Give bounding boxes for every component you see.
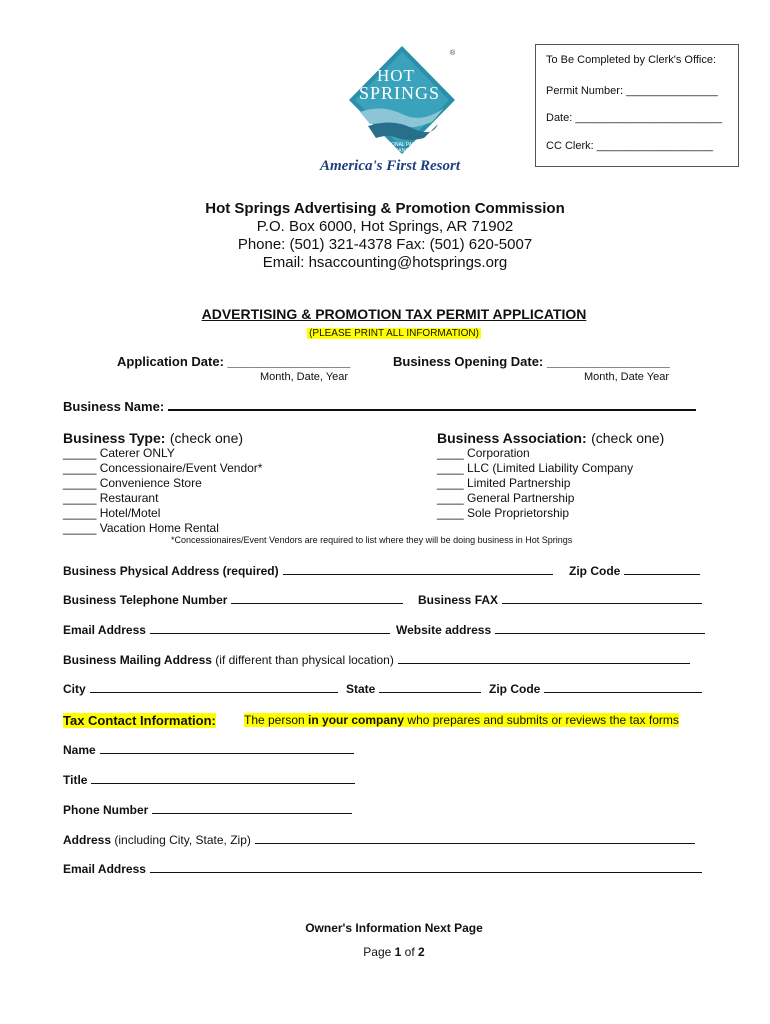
zip-code-input[interactable]	[624, 573, 700, 575]
business-type-option[interactable]: _____ Convenience Store	[63, 476, 202, 490]
city-zip-input[interactable]	[544, 691, 702, 693]
tax-name-label: Name	[63, 743, 96, 757]
org-email: Email: hsaccounting@hotsprings.org	[262, 254, 508, 271]
business-name-label: Business Name:	[63, 399, 165, 414]
logo-arkansas: ARKANSAS	[388, 148, 416, 154]
form-title: ADVERTISING & PROMOTION TAX PERMIT APPLICATION	[201, 306, 587, 322]
application-date-field[interactable]: Application Date: _________________	[117, 354, 351, 369]
tax-contact-heading	[63, 712, 216, 730]
business-association-option[interactable]: ____ General Partnership	[437, 491, 575, 505]
application-date-hint: Month, Date, Year	[260, 371, 349, 383]
hot-springs-logo	[312, 42, 482, 182]
form-subtitle-wrap	[0, 323, 770, 341]
physical-address-label: Business Physical Address (required)	[63, 564, 279, 578]
state-label: State	[346, 682, 376, 696]
tax-phone-row	[63, 803, 352, 817]
tax-email-label: Email Address	[63, 862, 146, 876]
email-address-row	[63, 623, 390, 637]
email-address-label: Email Address	[63, 623, 146, 637]
fax-input[interactable]	[502, 602, 702, 604]
permit-number-field[interactable]: Permit Number: _______________	[546, 85, 718, 97]
email-address-input[interactable]	[150, 632, 390, 634]
tax-address-label: Address	[63, 833, 112, 847]
physical-address-input[interactable]	[283, 573, 553, 575]
tax-phone-input[interactable]	[152, 812, 352, 814]
website-label: Website address	[396, 623, 492, 637]
website-input[interactable]	[495, 632, 705, 634]
org-address: P.O. Box 6000, Hot Springs, AR 71902	[256, 218, 514, 235]
state-input[interactable]	[379, 691, 481, 693]
tax-email-input[interactable]	[150, 871, 702, 873]
next-page-note: Owner's Information Next Page	[305, 921, 483, 935]
fax-label: Business FAX	[418, 593, 499, 607]
business-type-option[interactable]: _____ Caterer ONLY	[63, 446, 175, 460]
fax-row	[418, 593, 702, 607]
mailing-address-label: Business Mailing Address	[63, 653, 212, 667]
tax-name-input[interactable]	[100, 752, 354, 754]
page-total: 2	[418, 945, 425, 959]
business-association-option[interactable]: ____ LLC (Limited Liability Company	[437, 461, 634, 475]
business-name-input[interactable]	[168, 408, 696, 411]
tax-phone-label: Phone Number	[63, 803, 149, 817]
opening-date-field[interactable]: Business Opening Date: _________________	[393, 354, 670, 369]
clerk-office-box	[535, 44, 739, 167]
org-name: Hot Springs Advertising & Promotion Commission	[205, 200, 565, 217]
tax-contact-description	[244, 713, 679, 727]
business-association-option[interactable]: ____ Limited Partnership	[437, 476, 571, 490]
city-input[interactable]	[90, 691, 338, 693]
tax-email-row	[63, 862, 702, 876]
tax-title-row	[63, 773, 355, 787]
cc-clerk-field[interactable]: CC Clerk: ___________________	[546, 140, 713, 152]
org-phone: Phone: (501) 321-4378 Fax: (501) 620-5007	[237, 236, 533, 253]
city-row	[63, 682, 338, 696]
business-type-note: (check one)	[169, 430, 244, 446]
telephone-input[interactable]	[231, 602, 403, 604]
business-association-note: (check one)	[591, 430, 665, 446]
tax-address-note: (including City, State, Zip)	[114, 833, 251, 847]
concessionaire-note: *Concessionaires/Event Vendors are required to list where they will be doing business in Hot Springs	[171, 535, 573, 545]
business-type-option[interactable]: _____ Hotel/Motel	[63, 506, 161, 520]
registered-mark: ®	[450, 50, 456, 57]
mailing-address-note: (if different than physical location)	[215, 653, 394, 667]
business-type-option[interactable]: _____ Concessionaire/Event Vendor*	[63, 461, 263, 475]
mailing-address-input[interactable]	[398, 662, 690, 664]
business-type-label: Business Type:	[63, 430, 166, 446]
page-indicator	[0, 945, 770, 959]
business-type-option[interactable]: _____ Restaurant	[63, 491, 159, 505]
mailing-address-row	[63, 653, 690, 667]
form-subtitle: (PLEASE PRINT ALL INFORMATION)	[309, 328, 479, 339]
tax-title-label: Title	[63, 773, 88, 787]
telephone-row	[63, 593, 403, 607]
logo-national-park: NATIONAL PARK	[380, 142, 420, 148]
page-of: of	[401, 945, 419, 959]
city-zip-row	[489, 682, 702, 696]
business-association-option[interactable]: ____ Sole Proprietorship	[437, 506, 570, 520]
tax-desc-part2: in your company	[308, 713, 405, 727]
logo-tagline: America's First Resort	[320, 158, 461, 174]
business-type-option[interactable]: _____ Vacation Home Rental	[63, 521, 219, 535]
logo-springs: SPRINGS	[359, 83, 441, 103]
business-association-label: Business Association:	[437, 430, 587, 446]
tax-address-row	[63, 833, 695, 847]
clerk-date-field[interactable]: Date: ________________________	[546, 112, 723, 124]
city-zip-label: Zip Code	[489, 682, 541, 696]
business-name-row	[63, 398, 696, 416]
website-row	[396, 623, 705, 637]
page-word: Page	[363, 945, 395, 959]
city-label: City	[63, 682, 86, 696]
tax-desc-part3: who prepares and submits or reviews the tax forms	[404, 713, 679, 727]
page-current: 1	[394, 945, 402, 959]
state-row	[346, 682, 481, 696]
tax-name-row	[63, 743, 354, 757]
zip-code-label: Zip Code	[569, 564, 621, 578]
clerk-heading: To Be Completed by Clerk's Office:	[546, 54, 717, 66]
zip-code-row	[569, 564, 700, 578]
telephone-label: Business Telephone Number	[63, 593, 228, 607]
business-type-list	[63, 446, 262, 536]
tax-address-input[interactable]	[255, 842, 695, 844]
physical-address-row	[63, 564, 553, 578]
logo-hot: HOT	[377, 66, 415, 85]
business-association-list	[437, 446, 633, 521]
tax-title-input[interactable]	[91, 782, 355, 784]
tax-contact-label: Tax Contact Information:	[63, 713, 216, 728]
tax-desc-part1: The person	[244, 713, 309, 727]
business-association-option[interactable]: ____ Corporation	[437, 446, 530, 460]
opening-date-hint: Month, Date Year	[584, 371, 670, 383]
